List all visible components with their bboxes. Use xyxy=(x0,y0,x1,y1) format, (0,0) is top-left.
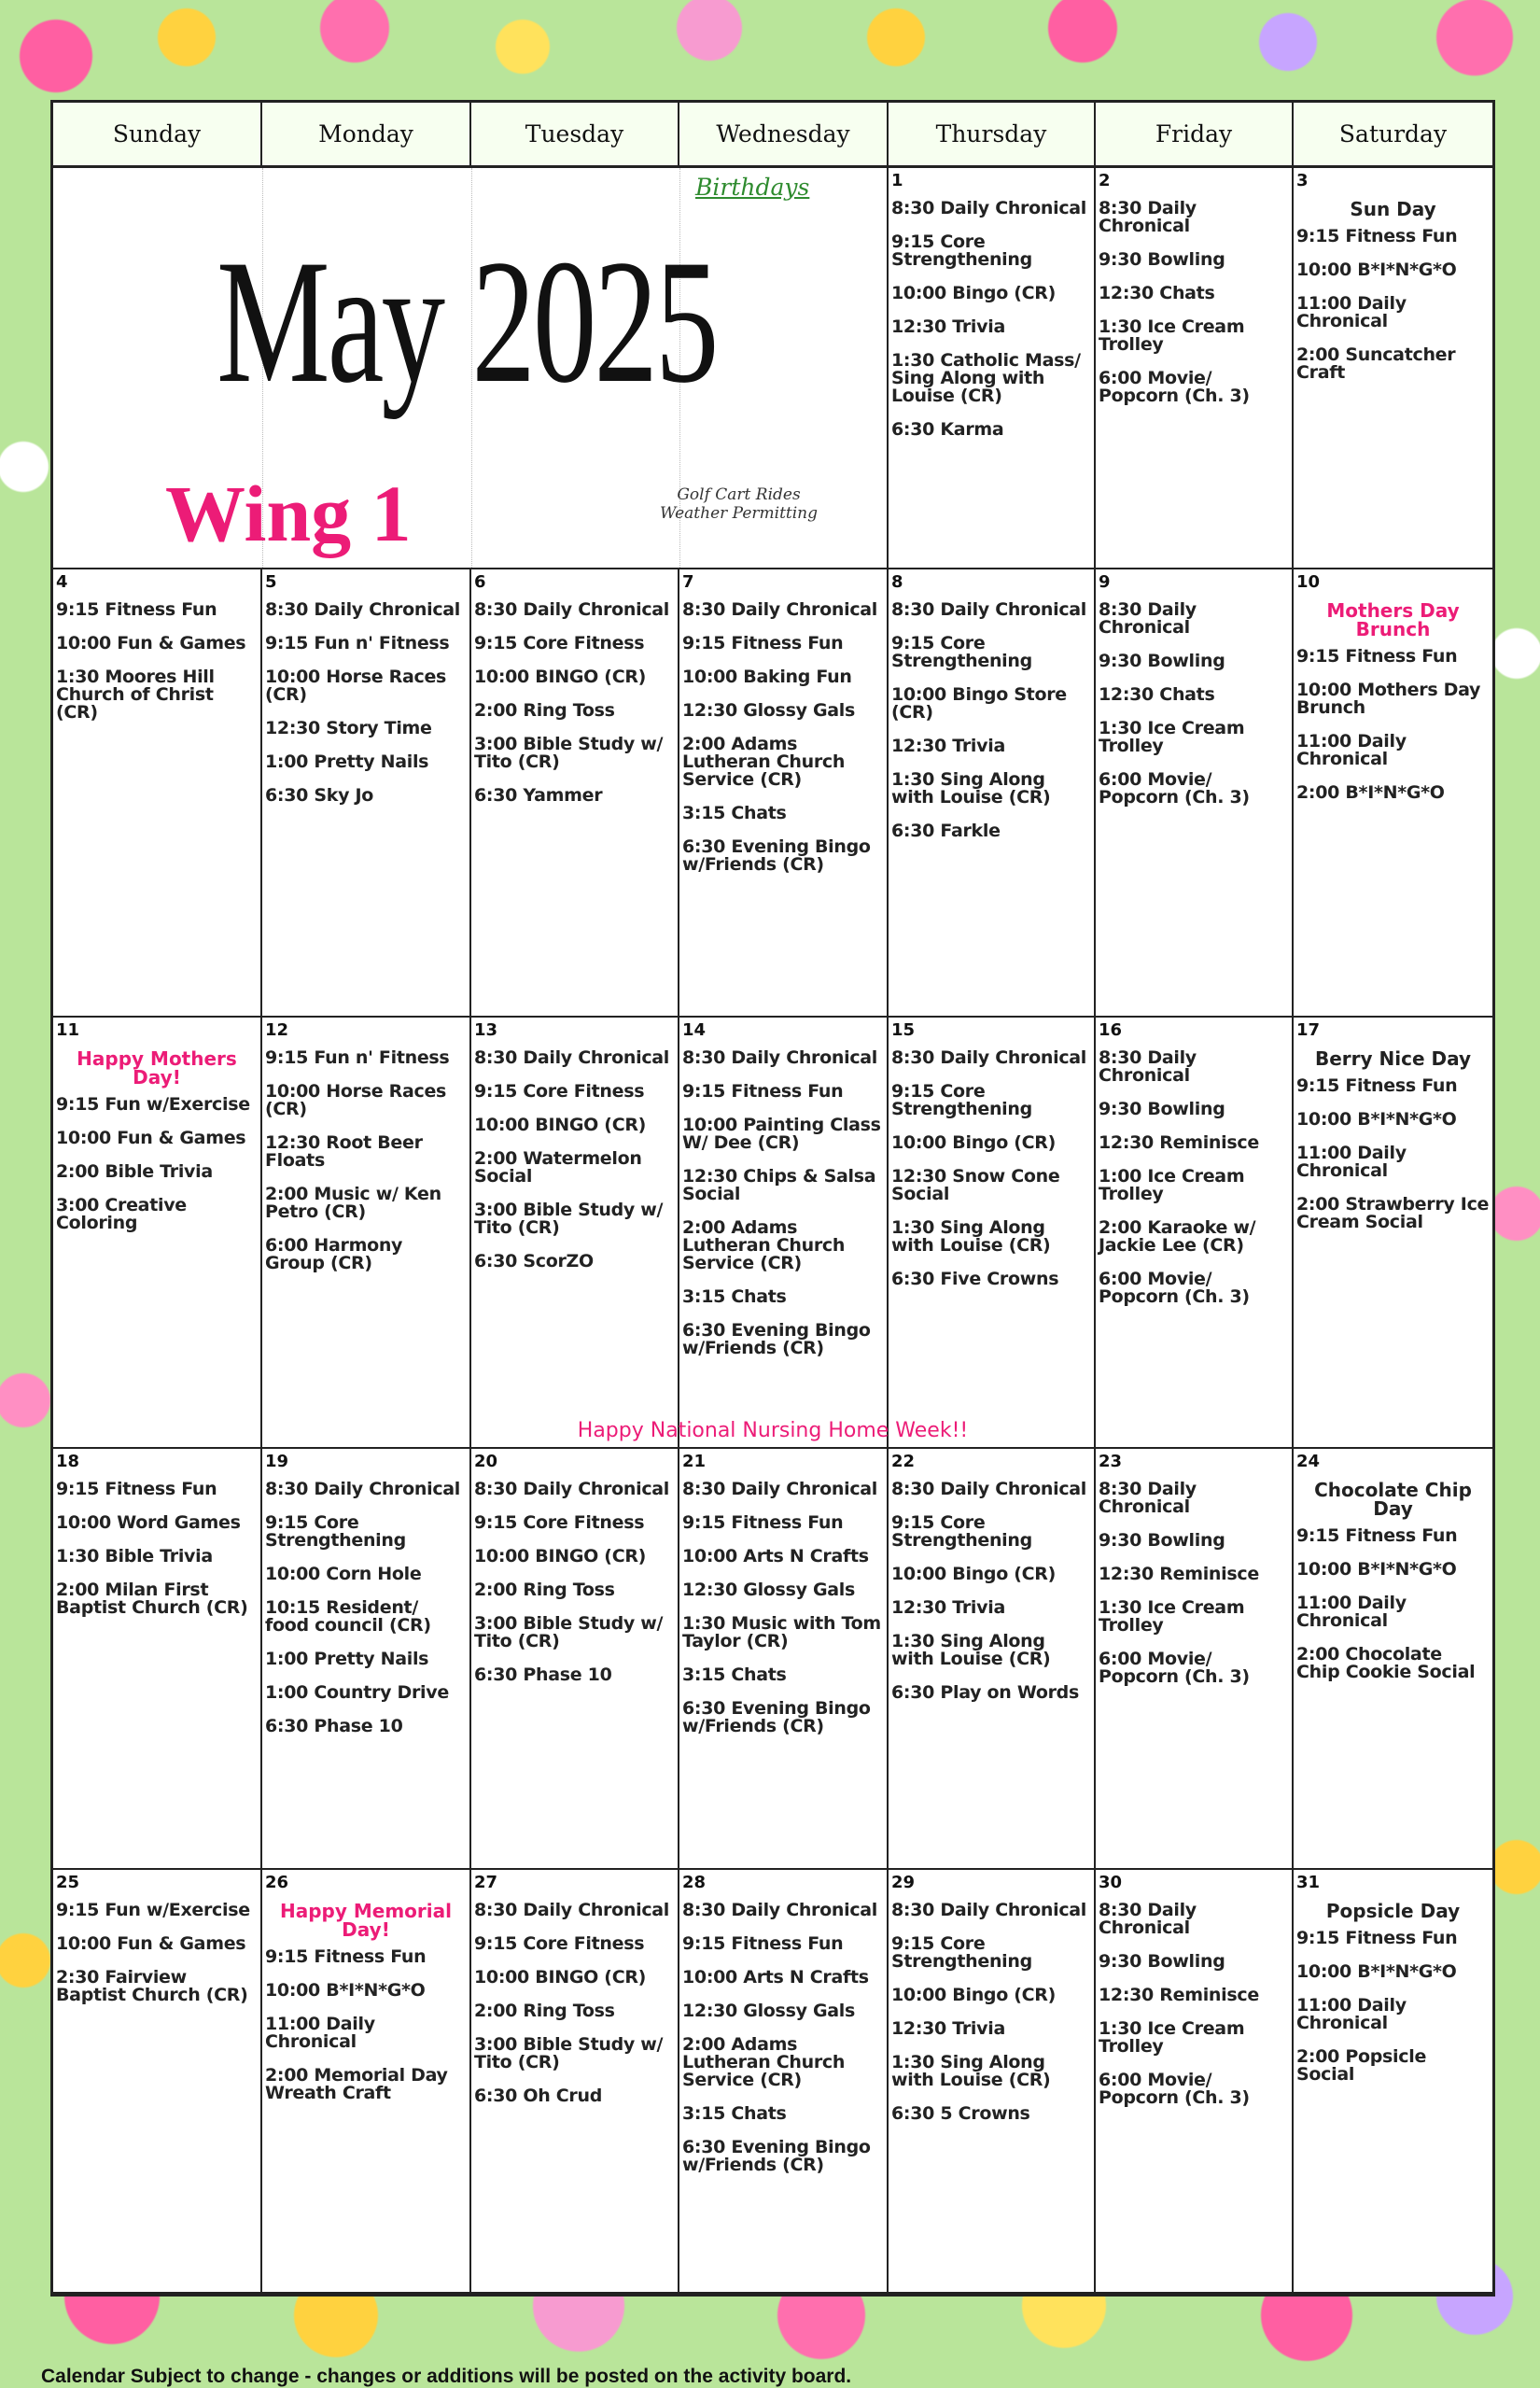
activity-item: 3:00 Creative Coloring xyxy=(56,1195,187,1233)
date-number: 18 xyxy=(56,1452,80,1471)
activity-item: 6:00 Movie/ Popcorn (Ch. 3) xyxy=(1099,1649,1250,1687)
activity-item: 10:00 BINGO (CR) xyxy=(474,1546,647,1566)
date-number: 22 xyxy=(891,1452,916,1471)
activity-item: 3:00 Bible Study w/ Tito (CR) xyxy=(474,734,664,772)
date-number: 20 xyxy=(474,1452,498,1471)
day-cell[interactable] xyxy=(1294,1449,1492,1868)
day-cell[interactable] xyxy=(262,1870,471,2292)
weekday-sunday: Sunday xyxy=(53,103,262,165)
activity-item: 6:30 Play on Words xyxy=(891,1682,1079,1703)
activity-item: 9:15 Fitness Fun xyxy=(682,1933,844,1954)
activity-item: 11:00 Daily Chronical xyxy=(1296,293,1407,331)
activity-item: 10:00 Bingo Store (CR) xyxy=(891,684,1067,723)
activity-item: 12:30 Glossy Gals xyxy=(682,1580,856,1600)
activity-item: 6:30 ScorZO xyxy=(474,1251,594,1271)
activity-item: 10:00 Fun & Games xyxy=(56,1128,246,1148)
activity-item: 10:00 B*I*N*G*O xyxy=(1296,1559,1457,1580)
activity-item: 1:30 Sing Along with Louise (CR) xyxy=(891,1217,1051,1256)
activity-item: 3:15 Chats xyxy=(682,803,787,823)
activity-item: 9:15 Core Fitness xyxy=(474,633,645,653)
activity-item: 10:00 Corn Hole xyxy=(265,1564,422,1584)
date-number: 21 xyxy=(682,1452,707,1471)
activity-item: 10:00 Bingo (CR) xyxy=(891,1564,1057,1584)
activity-item: 9:15 Fitness Fun xyxy=(682,1081,844,1102)
day-cell[interactable] xyxy=(1294,1870,1492,2292)
activity-item: 10:00 BINGO (CR) xyxy=(474,1115,647,1135)
day-cell[interactable] xyxy=(1096,168,1294,568)
day-cell[interactable] xyxy=(262,569,471,1016)
date-number: 25 xyxy=(56,1873,80,1892)
activity-item: 8:30 Daily Chronical xyxy=(1099,1479,1197,1517)
activity-item: 3:00 Bible Study w/ Tito (CR) xyxy=(474,1200,664,1238)
calendar-grid xyxy=(50,100,1495,2297)
date-number: 30 xyxy=(1099,1873,1123,1892)
day-cell[interactable] xyxy=(1096,569,1294,1016)
activity-item: 1:30 Ice Cream Trolley xyxy=(1099,718,1245,756)
date-number: 15 xyxy=(891,1020,916,1040)
date-number: 28 xyxy=(682,1873,707,1892)
day-cell[interactable] xyxy=(471,569,679,1016)
activity-item: 6:00 Movie/ Popcorn (Ch. 3) xyxy=(1099,1269,1250,1307)
activity-item: 12:30 Trivia xyxy=(891,2018,1005,2039)
activity-item: 12:30 Glossy Gals xyxy=(682,700,856,721)
weekday-monday: Monday xyxy=(262,103,471,165)
date-number: 23 xyxy=(1099,1452,1123,1471)
activity-item: 2:30 Fairview Baptist Church (CR) xyxy=(56,1967,248,2005)
activity-item: 8:30 Daily Chronical xyxy=(265,1479,461,1499)
activity-item: 8:30 Daily Chronical xyxy=(474,1047,670,1068)
golf-cart-note xyxy=(660,485,818,523)
activity-item: 10:00 BINGO (CR) xyxy=(474,1967,647,1988)
activity-item: 8:30 Daily Chronical xyxy=(891,198,1087,218)
activity-item: 12:30 Snow Cone Social xyxy=(891,1166,1060,1204)
activity-item: 9:15 Core Fitness xyxy=(474,1933,645,1954)
weekday-friday: Friday xyxy=(1096,103,1294,165)
date-number: 27 xyxy=(474,1873,498,1892)
activity-item: 3:15 Chats xyxy=(682,1665,787,1685)
activity-item: 6:30 Phase 10 xyxy=(474,1665,612,1685)
activity-item: 10:00 Mothers Day Brunch xyxy=(1296,680,1481,718)
activity-item: 2:00 Watermelon Social xyxy=(474,1148,642,1187)
activity-item: 10:00 Painting Class W/ Dee (CR) xyxy=(682,1115,881,1153)
activity-item: 1:30 Ice Cream Trolley xyxy=(1099,316,1245,355)
activity-item: 12:30 Root Beer Floats xyxy=(265,1132,423,1171)
day-cell[interactable] xyxy=(1096,1018,1294,1447)
weekday-saturday: Saturday xyxy=(1338,120,1448,147)
activity-item: 12:30 Chips & Salsa Social xyxy=(682,1166,876,1204)
activity-item: 12:30 Trivia xyxy=(891,1597,1005,1618)
activity-item: 9:30 Bowling xyxy=(1099,1099,1225,1119)
activity-item: 11:00 Daily Chronical xyxy=(265,2014,375,2052)
activity-item: 6:00 Movie/ Popcorn (Ch. 3) xyxy=(1099,769,1250,808)
date-number: 16 xyxy=(1099,1020,1123,1040)
activity-item: 1:00 Country Drive xyxy=(265,1682,449,1703)
activity-item: 9:15 Fitness Fun xyxy=(56,1479,217,1499)
day-cell[interactable] xyxy=(679,1870,889,2292)
activity-item: 8:30 Daily Chronical xyxy=(682,1479,878,1499)
weekday-wednesday: Wednesday xyxy=(679,103,889,165)
day-cell[interactable] xyxy=(679,1449,889,1868)
footer-note: Calendar Subject to change - changes or additions will be posted on the activity board. xyxy=(41,2366,852,2387)
activity-item: 11:00 Daily Chronical xyxy=(1296,1995,1407,2033)
activity-item: 12:30 Chats xyxy=(1099,684,1215,705)
activity-item: 9:15 Fun w/Exercise xyxy=(56,1094,250,1115)
activity-item: 10:00 B*I*N*G*O xyxy=(1296,1109,1457,1130)
activity-item: 9:15 Fitness Fun xyxy=(682,1512,844,1533)
activity-item: 12:30 Trivia xyxy=(891,316,1005,337)
activity-item: 10:00 B*I*N*G*O xyxy=(1296,260,1457,280)
holiday-label: Happy Mothers Day! xyxy=(77,1047,237,1089)
activity-item: 6:30 Farkle xyxy=(891,821,1001,841)
activity-item: 2:00 Popsicle Social xyxy=(1296,2046,1427,2085)
day-cell[interactable] xyxy=(889,168,1096,568)
date-number: 14 xyxy=(682,1020,707,1040)
activity-item: 1:30 Sing Along with Louise (CR) xyxy=(891,1631,1051,1669)
activity-item: 6:30 Evening Bingo w/Friends (CR) xyxy=(682,1698,871,1736)
date-number: 7 xyxy=(682,572,694,592)
activity-item: 11:00 Daily Chronical xyxy=(1296,731,1407,769)
golf-cart-line: Golf Cart Rides xyxy=(677,485,801,504)
day-cell[interactable] xyxy=(471,1018,679,1447)
activity-item: 2:00 Ring Toss xyxy=(474,1580,615,1600)
activity-item: 8:30 Daily Chronical xyxy=(474,1479,670,1499)
date-number: 29 xyxy=(891,1873,916,1892)
date-number: 6 xyxy=(474,572,486,592)
wing-label: Wing 1 xyxy=(165,469,412,558)
activity-item: 9:15 Core Fitness xyxy=(474,1081,645,1102)
holiday-label: Mothers Day Brunch xyxy=(1326,599,1460,640)
activity-item: 9:15 Fun w/Exercise xyxy=(56,1900,250,1920)
theme-day-label: Berry Nice Day xyxy=(1314,1047,1472,1070)
activity-item: 10:00 Fun & Games xyxy=(56,633,246,653)
activity-item: 1:30 Catholic Mass/ Sing Along with Louise (CR) xyxy=(891,350,1081,406)
activity-item: 8:30 Daily Chronical xyxy=(1099,1047,1197,1086)
activity-item: 3:00 Bible Study w/ Tito (CR) xyxy=(474,1613,664,1651)
week-row xyxy=(53,1870,1492,2294)
activity-item: 9:30 Bowling xyxy=(1099,1530,1225,1551)
activity-item: 2:00 Memorial Day Wreath Craft xyxy=(265,2065,448,2103)
activity-item: 2:00 Adams Lutheran Church Service (CR) xyxy=(682,734,846,790)
activity-item: 9:15 Fitness Fun xyxy=(265,1946,427,1967)
activity-item: 9:15 Fitness Fun xyxy=(56,599,217,620)
activity-item: 12:30 Story Time xyxy=(265,718,432,738)
day-cell[interactable] xyxy=(53,1449,262,1868)
activity-item: 8:30 Daily Chronical xyxy=(682,1900,878,1920)
day-cell[interactable] xyxy=(53,569,262,1016)
activity-item: 6:30 Evening Bingo w/Friends (CR) xyxy=(682,836,871,875)
week-row xyxy=(53,1018,1492,1449)
activity-item: 12:30 Reminisce xyxy=(1099,1132,1259,1153)
week-row xyxy=(53,1449,1492,1870)
weekday-header xyxy=(53,103,1492,168)
activity-item: 8:30 Daily Chronical xyxy=(474,599,670,620)
day-cell[interactable] xyxy=(262,1018,471,1447)
weather-line: Weather Permitting xyxy=(660,504,819,523)
date-number: 1 xyxy=(891,171,903,190)
activity-item: 6:30 Five Crowns xyxy=(891,1269,1059,1289)
date-number: 11 xyxy=(56,1020,80,1040)
birthdays-link[interactable]: Birthdays xyxy=(695,174,810,201)
theme-day-label: Sun Day xyxy=(1350,198,1436,220)
activity-item: 8:30 Daily Chronical xyxy=(891,1479,1087,1499)
day-cell[interactable] xyxy=(471,1449,679,1868)
activity-item: 9:30 Bowling xyxy=(1099,1951,1225,1972)
activity-item: 1:00 Pretty Nails xyxy=(265,1649,429,1669)
activity-item: 10:00 Horse Races (CR) xyxy=(265,667,447,705)
activity-item: 8:30 Daily Chronical xyxy=(891,1900,1087,1920)
day-cell[interactable] xyxy=(889,1870,1096,2292)
date-number: 17 xyxy=(1296,1020,1321,1040)
week-row xyxy=(53,569,1492,1018)
activity-item: 2:00 Adams Lutheran Church Service (CR) xyxy=(682,1217,846,1273)
activity-item: 2:00 Suncatcher Craft xyxy=(1296,344,1456,383)
activity-item: 2:00 Adams Lutheran Church Service (CR) xyxy=(682,2034,846,2090)
activity-item: 3:15 Chats xyxy=(682,2103,787,2124)
activity-item: 10:15 Resident/ food council (CR) xyxy=(265,1597,431,1636)
activity-item: 12:30 Glossy Gals xyxy=(682,2001,856,2021)
activity-item: 1:30 Moores Hill Church of Christ (CR) xyxy=(56,667,215,723)
activity-item: 9:15 Fun n' Fitness xyxy=(265,633,450,653)
day-cell[interactable] xyxy=(471,1870,679,2292)
activity-item: 10:00 B*I*N*G*O xyxy=(1296,1961,1457,1982)
activity-item: 6:30 Evening Bingo w/Friends (CR) xyxy=(682,2137,871,2175)
date-number: 12 xyxy=(265,1020,289,1040)
day-cell[interactable] xyxy=(679,1018,889,1447)
activity-item: 2:00 Music w/ Ken Petro (CR) xyxy=(265,1184,441,1222)
activity-item: 8:30 Daily Chronical xyxy=(682,1047,878,1068)
activity-item: 2:00 Milan First Baptist Church (CR) xyxy=(56,1580,248,1618)
activity-item: 9:15 Fitness Fun xyxy=(1296,226,1458,246)
activity-item: 6:30 Phase 10 xyxy=(265,1716,403,1736)
date-number: 19 xyxy=(265,1452,289,1471)
activity-item: 10:00 Arts N Crafts xyxy=(682,1967,869,1988)
week-row xyxy=(53,168,1492,569)
nursing-home-week-banner: Happy National Nursing Home Week!! xyxy=(577,1419,969,1442)
activity-item: 1:00 Ice Cream Trolley xyxy=(1099,1166,1245,1204)
activity-item: 6:30 Evening Bingo w/Friends (CR) xyxy=(682,1320,871,1358)
activity-item: 12:30 Trivia xyxy=(891,736,1005,756)
activity-item: 6:30 Sky Jo xyxy=(265,785,374,806)
date-number: 26 xyxy=(265,1873,289,1892)
activity-item: 9:15 Core Strengthening xyxy=(891,633,1032,671)
activity-item: 11:00 Daily Chronical xyxy=(1296,1593,1407,1631)
activity-item: 8:30 Daily Chronical xyxy=(1099,198,1197,236)
activity-item: 10:00 B*I*N*G*O xyxy=(265,1980,426,2001)
activity-item: 10:00 Word Games xyxy=(56,1512,241,1533)
activity-item: 10:00 Horse Races (CR) xyxy=(265,1081,447,1119)
activity-item: 9:15 Fitness Fun xyxy=(1296,1075,1458,1096)
activity-item: 9:15 Fitness Fun xyxy=(1296,1525,1458,1546)
activity-item: 9:15 Core Strengthening xyxy=(891,1512,1032,1551)
month-title: May 2025 xyxy=(217,224,717,420)
activity-item: 8:30 Daily Chronical xyxy=(891,1047,1087,1068)
date-number: 8 xyxy=(891,572,903,592)
date-number: 3 xyxy=(1296,171,1309,190)
date-number: 4 xyxy=(56,572,68,592)
activity-item: 1:30 Sing Along with Louise (CR) xyxy=(891,2052,1051,2090)
date-number: 9 xyxy=(1099,572,1111,592)
activity-item: 9:15 Fitness Fun xyxy=(682,633,844,653)
activity-item: 9:15 Core Strengthening xyxy=(265,1512,406,1551)
activity-item: 8:30 Daily Chronical xyxy=(1099,1900,1197,1938)
activity-item: 8:30 Daily Chronical xyxy=(474,1900,670,1920)
weekday-thursday: Thursday xyxy=(889,103,1096,165)
activity-item: 1:00 Pretty Nails xyxy=(265,752,429,772)
activity-item: 2:00 Bible Trivia xyxy=(56,1161,213,1182)
activity-item: 8:30 Daily Chronical xyxy=(265,599,461,620)
activity-item: 6:00 Harmony Group (CR) xyxy=(265,1235,403,1273)
activity-item: 1:30 Music with Tom Taylor (CR) xyxy=(682,1613,881,1651)
activity-item: 9:30 Bowling xyxy=(1099,249,1225,270)
day-cell[interactable] xyxy=(1294,1018,1492,1447)
activity-item: 1:30 Ice Cream Trolley xyxy=(1099,2018,1245,2057)
activity-item: 11:00 Daily Chronical xyxy=(1296,1143,1407,1181)
date-number: 10 xyxy=(1296,572,1321,592)
activity-item: 12:30 Reminisce xyxy=(1099,1564,1259,1584)
activity-item: 2:00 B*I*N*G*O xyxy=(1296,782,1445,803)
holiday-label: Happy Memorial Day! xyxy=(280,1900,452,1941)
activity-item: 10:00 Bingo (CR) xyxy=(891,1132,1057,1153)
day-cell[interactable] xyxy=(262,1449,471,1868)
date-number: 24 xyxy=(1296,1452,1321,1471)
date-number: 31 xyxy=(1296,1873,1321,1892)
theme-day-label: Popsicle Day xyxy=(1325,1900,1461,1922)
activity-item: 9:15 Fitness Fun xyxy=(1296,646,1458,667)
activity-item: 2:00 Ring Toss xyxy=(474,700,615,721)
activity-item: 10:00 Fun & Games xyxy=(56,1933,246,1954)
activity-item: 3:15 Chats xyxy=(682,1286,787,1307)
activity-item: 2:00 Karaoke w/ Jackie Lee (CR) xyxy=(1099,1217,1256,1256)
activity-item: 2:00 Strawberry Ice Cream Social xyxy=(1296,1194,1490,1232)
activity-item: 9:15 Core Strengthening xyxy=(891,1081,1032,1119)
weekday-tuesday: Tuesday xyxy=(471,103,679,165)
activity-item: 10:00 Bingo (CR) xyxy=(891,1985,1057,2005)
title-block xyxy=(53,168,889,568)
day-cell[interactable] xyxy=(889,1449,1096,1868)
activity-item: 6:00 Movie/ Popcorn (Ch. 3) xyxy=(1099,2070,1250,2108)
date-number: 5 xyxy=(265,572,277,592)
activity-item: 10:00 Baking Fun xyxy=(682,667,852,687)
activity-item: 10:00 Arts N Crafts xyxy=(682,1546,869,1566)
activity-item: 12:30 Reminisce xyxy=(1099,1985,1259,2005)
activity-item: 9:15 Core Strengthening xyxy=(891,1933,1032,1972)
activity-item: 8:30 Daily Chronical xyxy=(1099,599,1197,638)
activity-item: 8:30 Daily Chronical xyxy=(891,599,1087,620)
activity-item: 6:30 5 Crowns xyxy=(891,2103,1030,2124)
date-number: 2 xyxy=(1099,171,1111,190)
activity-item: 10:00 Bingo (CR) xyxy=(891,283,1057,303)
day-cell[interactable] xyxy=(1294,569,1492,1016)
activity-item: 9:15 Core Strengthening xyxy=(891,232,1032,270)
day-cell[interactable] xyxy=(53,1870,262,2292)
activity-item: 6:30 Yammer xyxy=(474,785,603,806)
day-cell[interactable] xyxy=(889,1018,1096,1447)
activity-item: 1:30 Bible Trivia xyxy=(56,1546,213,1566)
activity-item: 1:30 Ice Cream Trolley xyxy=(1099,1597,1245,1636)
activity-item: 9:15 Fitness Fun xyxy=(1296,1928,1458,1948)
activity-item: 6:00 Movie/ Popcorn (Ch. 3) xyxy=(1099,368,1250,406)
activity-item: 2:00 Chocolate Chip Cookie Social xyxy=(1296,1644,1476,1682)
activity-item: 12:30 Chats xyxy=(1099,283,1215,303)
day-cell[interactable] xyxy=(1096,1870,1294,2292)
activity-item: 1:30 Sing Along with Louise (CR) xyxy=(891,769,1051,808)
activity-item: 9:30 Bowling xyxy=(1099,651,1225,671)
day-cell[interactable] xyxy=(679,569,889,1016)
day-cell[interactable] xyxy=(53,1018,262,1447)
day-cell[interactable] xyxy=(1096,1449,1294,1868)
theme-day-label: Chocolate Chip Day xyxy=(1314,1479,1472,1520)
activity-item: 9:15 Fun n' Fitness xyxy=(265,1047,450,1068)
activity-item: 9:15 Core Fitness xyxy=(474,1512,645,1533)
activity-item: 3:00 Bible Study w/ Tito (CR) xyxy=(474,2034,664,2072)
day-cell[interactable] xyxy=(1294,168,1492,568)
date-number: 13 xyxy=(474,1020,498,1040)
activity-item: 6:30 Oh Crud xyxy=(474,2086,603,2106)
activity-item: 2:00 Ring Toss xyxy=(474,2001,615,2021)
activity-item: 8:30 Daily Chronical xyxy=(682,599,878,620)
activity-item: 10:00 BINGO (CR) xyxy=(474,667,647,687)
activity-item: 6:30 Karma xyxy=(891,419,1004,440)
day-cell[interactable] xyxy=(889,569,1096,1016)
